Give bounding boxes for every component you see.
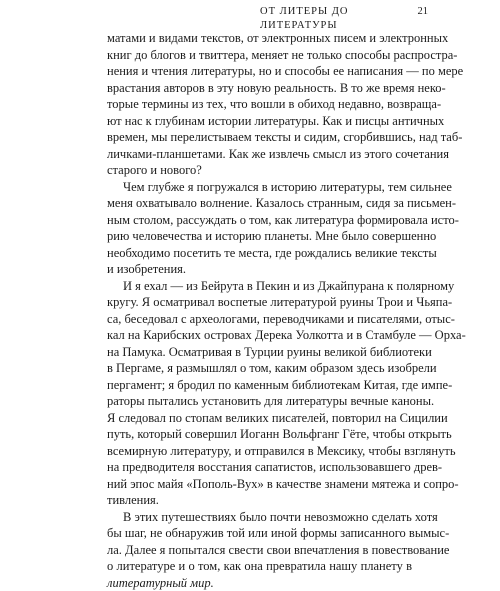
text-line: бы шаг, не обнаружив той или иной формы записанного вымыс- xyxy=(107,525,412,542)
text-line: всемирную литературу, и отправился в Мексику, чтобы взглянуть xyxy=(107,443,412,460)
page-number: 21 xyxy=(418,5,429,19)
text-line: Чем глубже я погружался в историю литературы, тем сильнее xyxy=(107,179,412,196)
text-line: времен, мы перелистываем тексты и сидим, сгорбившись, над таб- xyxy=(107,129,412,146)
text-line: ют нас к глубинам истории литературы. Как и писцы античных xyxy=(107,113,412,130)
text-line: на предводителя восстания сапатистов, использовавшего древ- xyxy=(107,459,412,476)
body-text xyxy=(107,30,412,591)
text-line: В этих путешествиях было почти невозможно сделать хотя xyxy=(107,509,412,526)
running-title: ОТ ЛИТЕРЫ ДО ЛИТЕРАТУРЫ xyxy=(260,5,410,33)
text-line: са, беседовал с археологами, переводчиками и писателями, отыс- xyxy=(107,311,412,328)
text-line: и изобретения. xyxy=(107,261,412,278)
text-line: кругу. Я осматривал воспетые литературой руины Трои и Чьяпа- xyxy=(107,294,412,311)
text-line: матами и видами текстов, от электронных писем и электронных xyxy=(107,30,412,47)
text-line: в Пергаме, я размышлял о том, каким образом здесь изобрели xyxy=(107,360,412,377)
running-head xyxy=(110,5,410,19)
text-line: И я ехал — из Бейрута в Пекин и из Джайпурана к полярному xyxy=(107,278,412,295)
text-line: нения и чтения литературы, но и способы ее написания — по мере xyxy=(107,63,412,80)
text-line: рию человечества и историю планеты. Мне было совершенно xyxy=(107,228,412,245)
text-line: пергамент; я бродил по каменным библиотекам Китая, где импе- xyxy=(107,377,412,394)
text-line: путь, который совершил Иоганн Вольфганг Гёте, чтобы открыть xyxy=(107,426,412,443)
text-line-italic: литературный мир. xyxy=(107,575,412,591)
text-line: ний эпос майя «Пополь-Вух» в качестве знамени мятежа и сопро- xyxy=(107,476,412,493)
text-line: необходимо посетить те места, где рождались великие тексты xyxy=(107,245,412,262)
text-line: на Памука. Осматривая в Турции руины великой библиотеки xyxy=(107,344,412,361)
text-line: личками-планшетами. Как же извлечь смысл из этого сочетания xyxy=(107,146,412,163)
text-line: старого и нового? xyxy=(107,162,412,179)
text-line: меня охватывало волнение. Казалось странным, сидя за письмен- xyxy=(107,195,412,212)
text-line: торые термины из тех, что вошли в обиход недавно, возвраща- xyxy=(107,96,412,113)
text-line: книг до блогов и твиттера, меняет не только способы распростра- xyxy=(107,47,412,64)
text-line: врастания авторов в эту новую реальность. В то же время неко- xyxy=(107,80,412,97)
text-line: Я следовал по стопам великих писателей, повторил на Сицилии xyxy=(107,410,412,427)
text-line: ла. Далее я попытался свести свои впечатления в повествование xyxy=(107,542,412,559)
text-line: кал на Карибских островах Дерека Уолкотта и в Стамбуле — Орха- xyxy=(107,327,412,344)
text-line: ным столом, рассуждать о том, как литература формировала исто- xyxy=(107,212,412,229)
text-line: о литературе и о том, как она превратила нашу планету в xyxy=(107,558,412,575)
text-line: раторы пытались установить для литературы вечные каноны. xyxy=(107,393,412,410)
text-line: тивления. xyxy=(107,492,412,509)
